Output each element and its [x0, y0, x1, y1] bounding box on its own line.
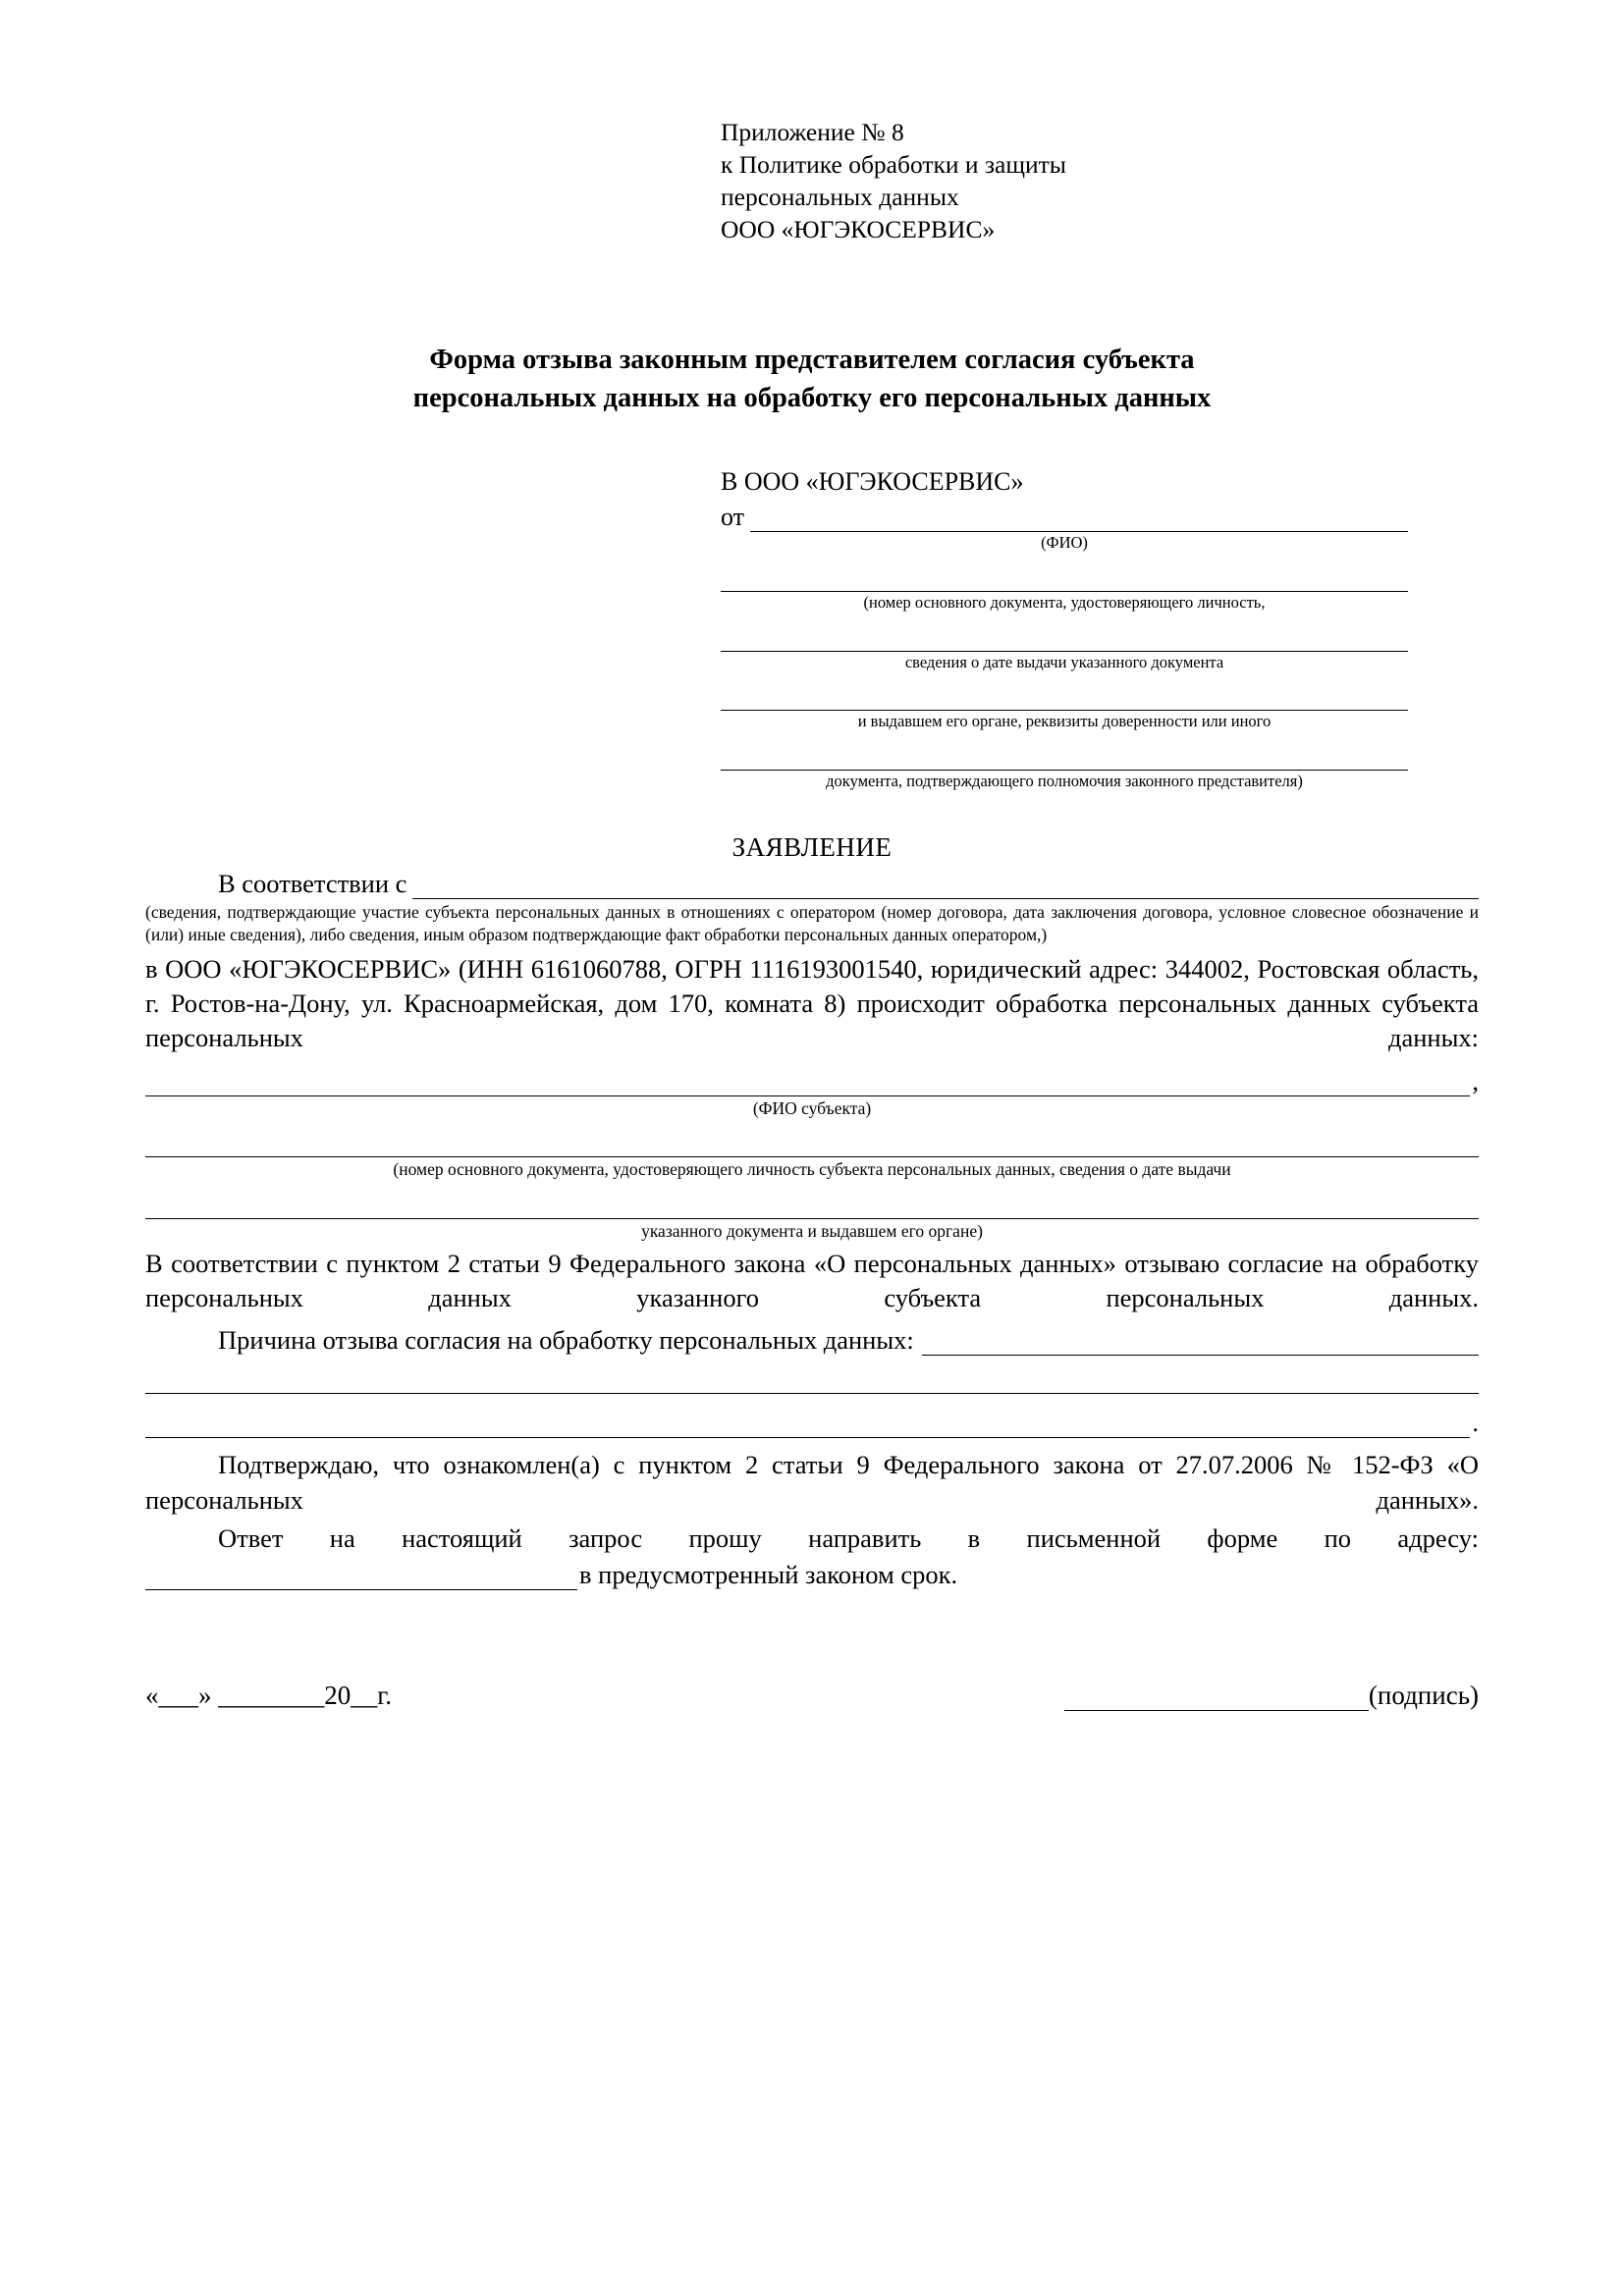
- from-label: от: [721, 503, 745, 532]
- document-body: [145, 116, 1479, 1711]
- header-line-3: персональных данных: [721, 183, 959, 212]
- confirm-paragraph: Подтверждаю, что ознакомлен(а) с пунктом 2 статьи 9 Федерального закона от 27.07.2006 № 152-ФЗ «О персональных данных».: [145, 1450, 1479, 1515]
- doc-date-input-line[interactable]: [721, 627, 1408, 652]
- reason-input-line-3[interactable]: [145, 1415, 1470, 1438]
- answer-paragraph: Ответ на настоящий запрос прошу направить в письменной форме по адресу:: [218, 1522, 1479, 1553]
- answer-address-input-line[interactable]: [145, 1566, 577, 1590]
- page-title-line-2: персональных данных на обработку его персональных данных: [412, 382, 1212, 413]
- subject-fio-row: [145, 1066, 1479, 1096]
- doc-organ-input-line[interactable]: [721, 686, 1408, 711]
- intro-note: (сведения, подтверждающие участие субъекта персональных данных в отношениях с оператором (номер договора, дата заключения договора, условное словесное обозначение и (или) иные сведения), либо сведения, иным образом подтверждающие факт обработки персональных данных оператором,): [145, 902, 1479, 945]
- page-title-line-1: Форма отзыва законным представителем согласия субъекта: [429, 344, 1195, 375]
- reason-input-line-2[interactable]: [145, 1369, 1479, 1394]
- reason-row-3: [145, 1408, 1479, 1438]
- header-line-2: к Политике обработки и защиты: [721, 150, 1066, 180]
- signature-row: [145, 1681, 1479, 1711]
- header-line-1: Приложение № 8: [721, 118, 904, 146]
- subject-fio-comma: ,: [1472, 1065, 1479, 1095]
- revoke-paragraph: В соответствии с пунктом 2 статьи 9 Федерального закона «О персональных данных» отзываю согласие на обработку персональных данных указанного субъекта персональных данных.: [145, 1248, 1479, 1313]
- signature-area: [1064, 1681, 1479, 1711]
- header-line-4: ООО «ЮГЭКОСЕРВИС»: [721, 215, 996, 244]
- intro-label: В соответствии с: [218, 869, 407, 899]
- fio-caption: (ФИО): [1041, 533, 1088, 553]
- page-title: [145, 341, 1479, 418]
- header-block: [721, 116, 1479, 246]
- doc-number-input-line[interactable]: [721, 567, 1408, 592]
- reason-period: .: [1472, 1408, 1479, 1438]
- reason-row: [145, 1325, 1479, 1356]
- subject-doc-input-line[interactable]: [145, 1133, 1479, 1157]
- signature-caption: (подпись): [1368, 1681, 1479, 1711]
- subject-doc-caption-2: указанного документа и выдавшем его органе): [641, 1221, 983, 1242]
- subject-fio-input-line[interactable]: [145, 1074, 1470, 1096]
- reason-input-line-1[interactable]: [922, 1333, 1479, 1356]
- organization-paragraph: в ООО «ЮГЭКОСЕРВИС» (ИНН 6161060788, ОГРН 1116193001540, юридический адрес: 344002, Ростовская область, г. Ростов-на-Дону, ул. Красноармейская, дом 170, комната 8) происходит обработка персональных данных субъекта персональных данных:: [145, 953, 1479, 1053]
- doc-number-caption: (номер основного документа, удостоверяющего личность,: [863, 592, 1266, 612]
- subject-fio-caption: (ФИО субъекта): [752, 1097, 872, 1118]
- addressee-block: [721, 464, 1408, 791]
- intro-input-line[interactable]: [412, 877, 1479, 899]
- answer-tail: в предусмотренный законом срок.: [579, 1560, 958, 1590]
- date-line[interactable]: «___» ________20__г.: [145, 1681, 393, 1711]
- answer-address-row: [145, 1560, 1479, 1590]
- doc-authority-input-line[interactable]: [721, 746, 1408, 771]
- doc-authority-caption: документа, подтверждающего полномочия законного представителя): [826, 771, 1303, 790]
- subject-doc-input-line-2[interactable]: [145, 1195, 1479, 1219]
- doc-organ-caption: и выдавшем его органе, реквизиты доверенности или иного: [857, 712, 1272, 731]
- addressee-organization: В ООО «ЮГЭКОСЕРВИС»: [721, 467, 1024, 497]
- statement-title: ЗАЯВЛЕНИЕ: [731, 832, 893, 863]
- intro-row: [145, 869, 1479, 899]
- reason-label: Причина отзыва согласия на обработку персональных данных:: [218, 1325, 914, 1356]
- from-row: [721, 503, 1408, 532]
- doc-date-caption: сведения о дате выдачи указанного документа: [904, 652, 1224, 671]
- fio-input-line[interactable]: [750, 509, 1408, 532]
- signature-input-line[interactable]: [1064, 1688, 1369, 1711]
- subject-doc-caption: (номер основного документа, удостоверяющего личность субъекта персональных данных, сведения о дате выдачи: [393, 1159, 1231, 1180]
